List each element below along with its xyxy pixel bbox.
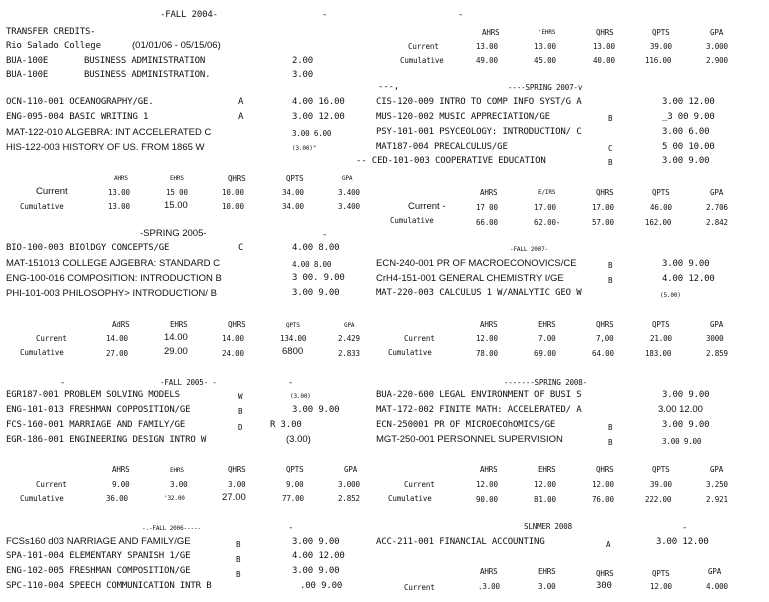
summary-value: 29.00: [164, 346, 188, 357]
summary-value: '32.00: [164, 495, 185, 502]
summary-value: 13.00: [476, 42, 498, 51]
course-line: MUS-120-002 MUSIC APPRECIATION/GE: [376, 112, 550, 122]
course-grade: B: [236, 570, 241, 579]
course-line: CIS-120-009 INTRO TO COMP INFO SYST/G A: [376, 97, 582, 107]
stray-dash: -: [288, 378, 294, 388]
course-line: OCN-110-001 OCEANOGRAPHY/GE.: [6, 97, 154, 107]
course-grade: A: [606, 540, 611, 549]
summary-value: 39.00: [650, 42, 672, 51]
course-hours: 3.00 9.00: [662, 420, 710, 430]
term-title-spring-2005: -SPRING 2005-: [140, 228, 207, 239]
course-line: FCS-160-001 MARRIAGE AND FAMILY/GE: [6, 420, 186, 430]
row-label-cumulative: Cumulative: [388, 348, 432, 357]
summary-value: 27.00: [106, 349, 128, 358]
col-label-gpa: GPA: [344, 465, 358, 474]
summary-value: 7.00: [538, 334, 556, 343]
summary-value: 2.833: [338, 349, 360, 358]
course-grade: D: [238, 423, 243, 432]
stray-dash: -: [458, 10, 464, 20]
summary-value: 2.706: [706, 203, 728, 212]
course-hours: 3.00 12.00: [656, 537, 709, 547]
summary-value: 17.00: [592, 203, 614, 212]
course-line: ECN-240-001 PR OF MACROECONOVICS/CE: [376, 258, 577, 269]
row-label-cumulative: Cumulative: [388, 494, 432, 503]
summary-value: 46.00: [650, 203, 672, 212]
summary-value: 77.00: [282, 494, 304, 503]
course-grade: B: [608, 423, 613, 432]
transfer-course-title: BUSINESS ADMINISTRATION: [84, 56, 206, 66]
summary-value: 34.00: [282, 202, 304, 211]
transfer-course-code: BUA-100E: [6, 70, 49, 80]
summary-value: 36.00: [106, 494, 128, 503]
summary-value: 76.00: [592, 495, 614, 504]
course-line: MAT-172-002 FINITE MATH: ACCELERATED/ A: [376, 405, 582, 415]
summary-value: 66.00: [476, 218, 498, 227]
summary-value: 12.00: [476, 480, 498, 489]
course-hours: 3.00 9.00: [662, 390, 710, 400]
course-hours: 5 00 10.00: [662, 142, 715, 152]
summary-value: 69.00: [534, 349, 556, 358]
course-grade: C: [238, 243, 244, 253]
course-grade: B: [608, 438, 613, 447]
summary-value: 7,00: [596, 334, 614, 343]
row-label-cumulative: Cumulative: [20, 494, 64, 503]
summary-value: 81.00: [534, 495, 556, 504]
course-hours: 3.00 12.00: [292, 112, 345, 122]
course-grade: B: [608, 114, 613, 123]
course-hours: 3.00 12.00: [662, 97, 715, 107]
summary-value: .3.00: [478, 582, 500, 591]
summary-value: 3.00: [170, 480, 188, 489]
course-line: MAT-122-010 ALGEBRA: INT ACCELERATED C: [6, 127, 212, 138]
col-label-qpts: QPTS: [652, 320, 670, 329]
term-title-fall-2004: -FALL 2004-: [160, 10, 218, 20]
summary-value: 45.00: [534, 56, 556, 65]
course-line: EGR187-001 PROBLEM SOLVING MODELS: [6, 390, 180, 400]
row-label-current: Current: [36, 186, 68, 197]
col-label-qpts: QPTS: [652, 569, 670, 578]
col-label-gpa: GPA: [708, 567, 722, 576]
col-label-qhrs: QHRS: [596, 188, 614, 197]
col-label-qhrs: QHRS: [596, 465, 614, 474]
course-hours: 4.00 8.00: [292, 243, 340, 253]
course-line: BIO-100-003 BIOlDGY CONCEPTS/GE: [6, 243, 170, 253]
row-label-current: Current: [404, 480, 435, 489]
summary-value: 2.900: [706, 56, 728, 65]
course-hours: 3.00 9.00: [292, 566, 340, 576]
summary-value: 9.00: [112, 480, 130, 489]
summary-value: 13.00: [593, 42, 615, 51]
course-hours: 3.00 9.00: [662, 437, 702, 446]
summary-value: 14.00: [222, 334, 244, 343]
transfer-course-title: BUSINESS ADMINISTRATION.: [84, 70, 211, 80]
summary-value: 3.00: [228, 480, 246, 489]
summary-value: 2.859: [706, 349, 728, 358]
summary-value: 90.00: [476, 495, 498, 504]
course-line: SPA-101-004 ELEMENTARY SPANISH 1/GE: [6, 551, 191, 561]
summary-value: 14.00: [106, 334, 128, 343]
summary-value: 2.842: [706, 218, 728, 227]
col-label-ehrs: E/IRS: [538, 189, 556, 196]
course-hours: 4.00 8.00: [292, 260, 332, 269]
term-title-spring-2008: -------SPRING 2008-: [504, 378, 587, 387]
col-label-gpa: GPA: [710, 320, 724, 329]
course-hours: 3.00 9.00: [292, 288, 340, 298]
col-label-ahrs: AHRS: [480, 188, 498, 197]
summary-value: 6800: [282, 346, 304, 357]
course-hours: R 3.00: [270, 420, 302, 430]
course-hours: 4.00 12.00: [292, 551, 345, 561]
course-hours: 3.00 12.00: [658, 404, 703, 415]
col-label-gpa: GPA: [710, 465, 724, 474]
course-grade: B: [236, 540, 241, 549]
col-label-ahrs: AHRS: [480, 465, 498, 474]
transfer-school-name: Rio Salado College: [6, 41, 101, 51]
summary-value: 4.000: [706, 582, 728, 591]
summary-value: 3.00: [538, 582, 556, 591]
course-hours: 3.00 9.00: [292, 537, 340, 547]
row-label-cumulative: Cumulative: [20, 202, 64, 211]
course-hours: 3.00 6.00: [662, 127, 710, 137]
col-label-qpts: QPTS: [286, 465, 304, 474]
summary-value: 27.00: [222, 492, 246, 503]
course-line: PSY-101-001 PSYCEOLOGY: INTRODUCTION/ C: [376, 127, 582, 137]
course-line: BUA-220-600 LEGAL ENVIRONMENT OF BUSI S: [376, 390, 582, 400]
col-label-ahrs: AHRS: [480, 320, 498, 329]
summary-value: 3000: [706, 334, 724, 343]
course-hours: .00 9.00: [300, 581, 343, 591]
transfer-course-hours: 2.00: [292, 56, 314, 66]
course-line: CrH4-151-001 GENERAL CHEMISTRY I/GE: [376, 273, 564, 284]
summary-value: 3.000: [706, 42, 728, 51]
col-label-ahrs: AHRS: [480, 567, 498, 576]
col-label-ehrs: EHRS: [170, 467, 184, 474]
col-label-ahrs: AHRS: [482, 28, 500, 37]
term-title-fall-2006: -.-FALL 2006-----: [142, 525, 201, 532]
course-grade: B: [238, 407, 243, 416]
col-label-qpts: QPTS: [652, 188, 670, 197]
stray-dash: -: [288, 523, 294, 533]
summary-value: 10.00: [222, 188, 244, 197]
summary-value: 57.00: [592, 218, 614, 227]
col-label-qhrs: QHRS: [596, 569, 614, 578]
course-grade: B: [608, 261, 613, 270]
summary-value: 21.00: [650, 334, 672, 343]
col-label-ahrs: AdRS: [112, 320, 130, 329]
summary-value: 13.00: [108, 188, 130, 197]
course-hours: _3 00 9.00: [662, 112, 715, 122]
summary-value: 15.00: [164, 200, 188, 211]
stray-dash: -: [682, 523, 688, 533]
summary-value: 12.00: [592, 480, 614, 489]
course-line: PHI-101-003 PHILOSOPHY> INTRODUCTION/ B: [6, 288, 217, 299]
summary-value: 12.00: [650, 582, 672, 591]
summary-value: 2.921: [706, 495, 728, 504]
course-hours: 3 00. 9.00: [292, 273, 345, 283]
course-grade: A: [238, 112, 244, 122]
course-line: FCSs160 d03 NARRIAGE AND FAMILY/GE: [6, 536, 191, 547]
col-label-qhrs: QHRS: [228, 465, 246, 474]
summary-value: 3.250: [706, 480, 728, 489]
transfer-credits-heading: TRANSFER CREDITS-: [6, 27, 96, 37]
summary-value: 13.00: [108, 202, 130, 211]
course-hours: 3.00 9.00: [662, 156, 710, 166]
row-label-current: Current: [404, 334, 435, 343]
col-label-ehrs: EHRS: [170, 175, 184, 182]
course-line: ACC-211-001 FINANCIAL ACCOUNTING: [376, 537, 545, 547]
col-label-qpts: QPTS: [652, 28, 670, 37]
course-line: ENG-102-005 FRESHMAN COMPOSITION/GE: [6, 566, 191, 576]
course-line: HIS-122-003 HISTORY OF US. FROM 1865 W: [6, 142, 205, 153]
summary-value: 17.00: [534, 203, 556, 212]
row-label-cumulative: Cumulative: [390, 216, 434, 225]
summary-value: 9.00: [286, 480, 304, 489]
col-label-ahrs: AHRS: [114, 175, 128, 182]
stray-dash: -: [322, 10, 328, 20]
summary-value: 24.00: [222, 349, 244, 358]
summary-value: 183.00: [645, 349, 672, 358]
course-grade: C: [608, 144, 613, 153]
col-label-qpts: QPTS: [286, 174, 304, 183]
course-grade: B: [236, 555, 241, 564]
course-line: ENG-095-004 BASIC WRITING 1: [6, 112, 149, 122]
summary-value: 162.00: [645, 218, 672, 227]
summary-value: 222.00: [645, 495, 672, 504]
summary-value: 15 00: [166, 188, 188, 197]
transfer-school-dates: (01/01/06 - 05/15/06): [132, 40, 221, 51]
summary-value: 13.00: [534, 42, 556, 51]
summary-value: 64.00: [592, 349, 614, 358]
course-hours: 3.00 9.00: [662, 259, 710, 269]
course-line: SPC-110-004 SPEECH COMMUNICATION INTR B: [6, 581, 212, 591]
summary-value: 78.00: [476, 349, 498, 358]
summary-value: 49.00: [476, 56, 498, 65]
col-label-qhrs: QHRS: [228, 320, 246, 329]
term-title-spring-2007: ----SPRING 2007-v: [508, 83, 583, 92]
course-grade: B: [608, 158, 613, 167]
col-label-qhrs: QHRS: [228, 174, 246, 183]
term-title-summer-2008: SLNMER 2008: [524, 522, 573, 531]
summary-value: 3.400: [338, 202, 360, 211]
col-label-ehrs: EHRS: [538, 320, 556, 329]
col-label-qpts: QPTS: [652, 465, 670, 474]
transfer-course-hours: 3.00: [292, 70, 314, 80]
col-label-gpa: GPA: [710, 188, 724, 197]
col-label-gpa: GPA: [342, 175, 353, 182]
term-title-left-dash: ---,: [378, 82, 400, 92]
course-hours: (5.00): [660, 292, 681, 299]
col-label-gpa: GPA: [710, 28, 724, 37]
summary-value: 14.00: [164, 332, 188, 343]
summary-value: 116.00: [645, 56, 672, 65]
course-line: MGT-250-001 PERSONNEL SUPERVISION: [376, 434, 563, 445]
summary-value: 39.00: [650, 480, 672, 489]
term-title-fall-2007: -FALL 2007-: [510, 246, 549, 253]
course-hours: 3.00 6.00: [292, 129, 332, 138]
course-grade: W: [238, 392, 243, 401]
summary-value: 2.852: [338, 494, 360, 503]
col-label-qhrs: QHRS: [596, 320, 614, 329]
course-line: MAT-151013 COLLEGE AJGEBRA: STANDARD C: [6, 258, 220, 269]
row-label-current: Current: [36, 334, 67, 343]
course-line: ENG-101-013 FRESHMAN COPPOSITION/GE: [6, 405, 191, 415]
course-hours: (3.00)": [292, 145, 317, 152]
course-hours: (3.00): [286, 434, 311, 445]
row-label-current: Current -: [408, 201, 446, 212]
course-grade: A: [238, 97, 244, 107]
summary-value: 17 00: [476, 203, 498, 212]
course-hours: 3.00 9.00: [292, 405, 340, 415]
summary-value: 3.000: [338, 480, 360, 489]
row-label-cumulative: Cumulative: [400, 56, 444, 65]
summary-value: 134.00: [280, 334, 307, 343]
col-label-ahrs: AHRS: [112, 465, 130, 474]
course-line: ENG-100-016 COMPOSITION: INTRODUCTION B: [6, 273, 222, 284]
col-label-ehrs: 'EHRS: [538, 29, 556, 36]
summary-value: 300: [596, 581, 612, 591]
course-line: MAT187-004 PRECALCULUS/GE: [376, 142, 508, 152]
summary-value: 12.00: [476, 334, 498, 343]
col-label-ehrs: EHRS: [538, 567, 556, 576]
summary-value: 3.400: [338, 188, 360, 197]
stray-dash: -: [322, 230, 328, 240]
term-title-fall-2005: -FALL 2005- -: [160, 378, 217, 387]
col-label-qpts: QPTS: [286, 322, 300, 329]
summary-value: 62.00-: [534, 218, 561, 227]
transfer-course-code: BUA-100E: [6, 56, 49, 66]
course-grade: B: [608, 276, 613, 285]
course-hours: 4.00 12.00: [662, 274, 715, 284]
summary-value: 34.00: [282, 188, 304, 197]
row-label-current: Current: [408, 42, 439, 51]
course-hours: 4.00 16.00: [292, 97, 345, 107]
col-label-ehrs: EHRS: [538, 465, 556, 474]
col-label-ehrs: EHRS: [170, 320, 188, 329]
summary-value: 12.00: [534, 480, 556, 489]
col-label-qhrs: QHRS: [596, 28, 614, 37]
summary-value: 2.429: [338, 334, 360, 343]
course-line: MAT-220-003 CALCULUS 1 W/ANALYTIC GEO W: [376, 288, 582, 298]
row-label-cumulative: Cumulative: [20, 348, 64, 357]
course-line: -- CED-101-003 COOPERATIVE EDUCATION: [356, 156, 546, 166]
course-line: ECN-250001 PR OF MICROECOhOMICS/GE: [376, 420, 556, 430]
summary-value: 10.00: [222, 202, 244, 211]
course-hours: (3.00): [290, 393, 311, 400]
col-label-gpa: GPA: [344, 322, 355, 329]
row-label-current: Current: [404, 583, 435, 592]
stray-dash: -: [60, 378, 66, 388]
summary-value: 40.00: [593, 56, 615, 65]
row-label-current: Current: [36, 480, 67, 489]
course-line: EGR-186-001 ENGINEERING DESIGN INTRO W: [6, 435, 207, 445]
